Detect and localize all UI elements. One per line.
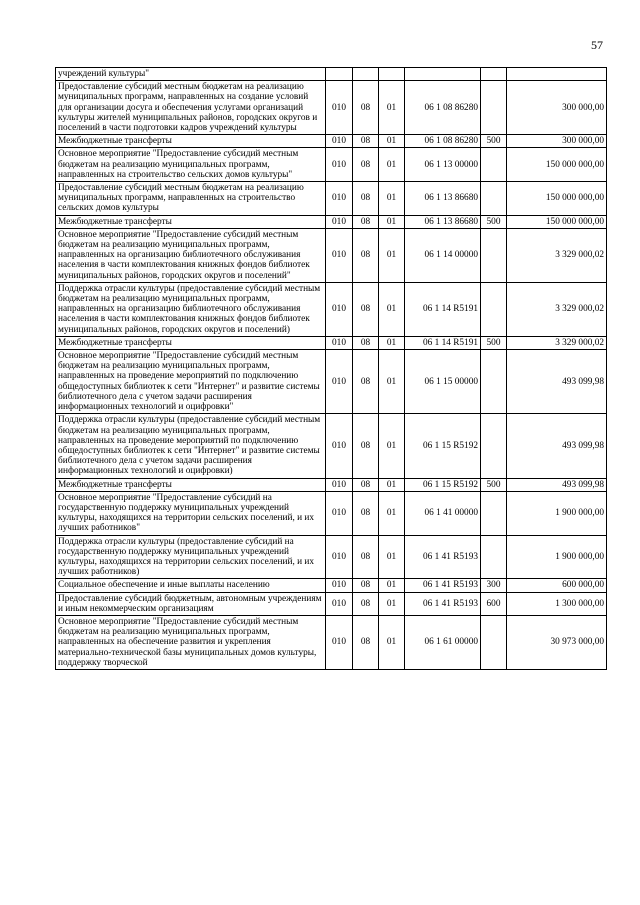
row-target-article-cell: 06 1 41 R5193 [405, 579, 481, 592]
row-sum-cell: 493 099,98 [507, 414, 607, 478]
table-row [56, 592, 607, 615]
row-sum-cell: 493 099,98 [507, 350, 607, 414]
row-subsection-cell: 01 [379, 478, 405, 491]
table-row [56, 414, 607, 478]
row-sum-cell: 1 300 000,00 [507, 592, 607, 615]
page-number: 57 [591, 38, 603, 52]
row-sum-cell [507, 68, 607, 81]
row-sum-cell: 600 000,00 [507, 579, 607, 592]
row-sum-cell: 150 000 000,00 [507, 182, 607, 216]
row-code-cell: 010 [326, 535, 353, 579]
row-code-cell: 010 [326, 81, 353, 135]
table-row [56, 228, 607, 282]
row-name-cell: Поддержка отрасли культуры (предоставление субсидий на государственную поддержку муниципальных учреждений культуры, находящихся на территории сельских поселений, и их лучших работников) [56, 535, 326, 579]
row-section-cell: 08 [353, 336, 379, 349]
row-sum-cell: 3 329 000,02 [507, 228, 607, 282]
row-section-cell: 08 [353, 491, 379, 535]
row-section-cell: 08 [353, 414, 379, 478]
row-code-cell: 010 [326, 215, 353, 228]
row-target-article-cell: 06 1 13 86680 [405, 215, 481, 228]
row-subsection-cell [379, 68, 405, 81]
row-subsection-cell: 01 [379, 135, 405, 148]
row-sum-cell: 300 000,00 [507, 135, 607, 148]
row-section-cell: 08 [353, 592, 379, 615]
row-section-cell: 08 [353, 579, 379, 592]
row-code-cell: 010 [326, 350, 353, 414]
table-row [56, 491, 607, 535]
row-name-cell: Поддержка отрасли культуры (предоставление субсидий местным бюджетам на реализацию муниципальных программ, направленных на проведение мероприятий по подключению общедоступных библиотек к сети "Интернет" и развитие системы библиотечного дела с учетом задачи расширения информационных технологий и оцифровки) [56, 414, 326, 478]
row-subsection-cell: 01 [379, 615, 405, 669]
row-target-article-cell: 06 1 14 00000 [405, 228, 481, 282]
table-row [56, 68, 607, 81]
row-section-cell: 08 [353, 135, 379, 148]
row-code-cell: 010 [326, 491, 353, 535]
budget-table [55, 67, 607, 670]
row-subsection-cell: 01 [379, 228, 405, 282]
table-row [56, 615, 607, 669]
row-expense-type-cell: 500 [481, 135, 507, 148]
row-section-cell: 08 [353, 215, 379, 228]
row-expense-type-cell [481, 148, 507, 182]
row-subsection-cell: 01 [379, 535, 405, 579]
row-target-article-cell: 06 1 15 R5192 [405, 478, 481, 491]
row-target-article-cell: 06 1 14 R5191 [405, 282, 481, 336]
row-expense-type-cell [481, 68, 507, 81]
row-expense-type-cell: 300 [481, 579, 507, 592]
row-sum-cell: 1 900 000,00 [507, 491, 607, 535]
row-sum-cell: 150 000 000,00 [507, 215, 607, 228]
row-code-cell: 010 [326, 414, 353, 478]
row-target-article-cell: 06 1 13 00000 [405, 148, 481, 182]
row-subsection-cell: 01 [379, 592, 405, 615]
row-name-cell: Межбюджетные трансферты [56, 215, 326, 228]
row-target-article-cell: 06 1 15 00000 [405, 350, 481, 414]
row-subsection-cell: 01 [379, 81, 405, 135]
row-expense-type-cell: 500 [481, 215, 507, 228]
row-target-article-cell: 06 1 41 00000 [405, 491, 481, 535]
row-code-cell [326, 68, 353, 81]
table-row [56, 135, 607, 148]
row-target-article-cell: 06 1 13 86680 [405, 182, 481, 216]
row-expense-type-cell [481, 491, 507, 535]
row-expense-type-cell [481, 81, 507, 135]
row-section-cell: 08 [353, 148, 379, 182]
row-sum-cell: 150 000 000,00 [507, 148, 607, 182]
table-row [56, 336, 607, 349]
row-section-cell: 08 [353, 182, 379, 216]
table-row [56, 282, 607, 336]
row-section-cell: 08 [353, 478, 379, 491]
row-name-cell: Основное мероприятие "Предоставление субсидий местным бюджетам на реализацию муниципальных программ, направленных на организацию библиотечного обслуживания населения в части комплектования книжных фондов библиотек муниципальных районов, городских округов и поселений" [56, 228, 326, 282]
row-name-cell: Межбюджетные трансферты [56, 336, 326, 349]
row-expense-type-cell: 500 [481, 478, 507, 491]
row-expense-type-cell [481, 282, 507, 336]
row-name-cell: Социальное обеспечение и иные выплаты населению [56, 579, 326, 592]
row-sum-cell: 1 900 000,00 [507, 535, 607, 579]
row-target-article-cell: 06 1 41 R5193 [405, 592, 481, 615]
row-target-article-cell: 06 1 08 86280 [405, 81, 481, 135]
row-section-cell: 08 [353, 615, 379, 669]
row-subsection-cell: 01 [379, 215, 405, 228]
table-row [56, 350, 607, 414]
row-code-cell: 010 [326, 336, 353, 349]
row-subsection-cell: 01 [379, 579, 405, 592]
row-section-cell: 08 [353, 81, 379, 135]
row-code-cell: 010 [326, 592, 353, 615]
row-expense-type-cell: 500 [481, 336, 507, 349]
row-section-cell: 08 [353, 350, 379, 414]
row-subsection-cell: 01 [379, 491, 405, 535]
row-subsection-cell: 01 [379, 414, 405, 478]
row-section-cell: 08 [353, 535, 379, 579]
row-name-cell: Межбюджетные трансферты [56, 478, 326, 491]
row-section-cell: 08 [353, 228, 379, 282]
row-name-cell: Межбюджетные трансферты [56, 135, 326, 148]
row-name-cell: Основное мероприятие "Предоставление субсидий местным бюджетам на реализацию муниципальных программ, направленных на строительство сельских домов культуры" [56, 148, 326, 182]
table-row [56, 215, 607, 228]
budget-table-body [56, 68, 607, 670]
row-expense-type-cell [481, 535, 507, 579]
row-sum-cell: 300 000,00 [507, 81, 607, 135]
row-sum-cell: 3 329 000,02 [507, 282, 607, 336]
row-expense-type-cell: 600 [481, 592, 507, 615]
row-subsection-cell: 01 [379, 182, 405, 216]
row-name-cell: Поддержка отрасли культуры (предоставление субсидий местным бюджетам на реализацию муниципальных программ, направленных на организацию библиотечного обслуживания населения в части комплектования книжных фондов библиотек муниципальных районов, городских округов и поселений) [56, 282, 326, 336]
row-target-article-cell: 06 1 41 R5193 [405, 535, 481, 579]
row-code-cell: 010 [326, 148, 353, 182]
row-code-cell: 010 [326, 282, 353, 336]
row-subsection-cell: 01 [379, 336, 405, 349]
table-row [56, 579, 607, 592]
row-code-cell: 010 [326, 478, 353, 491]
row-expense-type-cell [481, 350, 507, 414]
row-target-article-cell: 06 1 61 00000 [405, 615, 481, 669]
table-row [56, 478, 607, 491]
row-target-article-cell [405, 68, 481, 81]
row-code-cell: 010 [326, 615, 353, 669]
row-name-cell: Основное мероприятие "Предоставление субсидий местным бюджетам на реализацию муниципальных программ, направленных на проведение мероприятий по подключению общедоступных библиотек к сети "Интернет" и развитие системы библиотечного дела с учетом задачи расширения информационных технологий и оцифровки" [56, 350, 326, 414]
row-section-cell: 08 [353, 282, 379, 336]
row-section-cell [353, 68, 379, 81]
row-name-cell: учреждений культуры" [56, 68, 326, 81]
row-name-cell: Предоставление субсидий местным бюджетам на реализацию муниципальных программ, направленных на строительство сельских домов культуры [56, 182, 326, 216]
row-target-article-cell: 06 1 15 R5192 [405, 414, 481, 478]
row-name-cell: Основное мероприятие "Предоставление субсидий на государственную поддержку муниципальных учреждений культуры, находящихся на территории сельских поселений, и их лучших работников" [56, 491, 326, 535]
row-subsection-cell: 01 [379, 282, 405, 336]
row-code-cell: 010 [326, 228, 353, 282]
row-code-cell: 010 [326, 135, 353, 148]
table-row [56, 81, 607, 135]
row-sum-cell: 3 329 000,02 [507, 336, 607, 349]
row-code-cell: 010 [326, 182, 353, 216]
row-code-cell: 010 [326, 579, 353, 592]
row-sum-cell: 493 099,98 [507, 478, 607, 491]
row-subsection-cell: 01 [379, 350, 405, 414]
row-expense-type-cell [481, 615, 507, 669]
row-target-article-cell: 06 1 08 86280 [405, 135, 481, 148]
table-row [56, 535, 607, 579]
row-name-cell: Предоставление субсидий бюджетным, автономным учреждениям и иным некоммерческим организациям [56, 592, 326, 615]
table-row [56, 148, 607, 182]
row-expense-type-cell [481, 414, 507, 478]
row-target-article-cell: 06 1 14 R5191 [405, 336, 481, 349]
row-name-cell: Предоставление субсидий местным бюджетам на реализацию муниципальных программ, направленных на создание условий для организации досуга и обеспечения услугами организаций культуры жителей муниципальных районов, городских округов и поселений в части подготовки кадров учреждений культуры [56, 81, 326, 135]
row-sum-cell: 30 973 000,00 [507, 615, 607, 669]
row-expense-type-cell [481, 182, 507, 216]
row-expense-type-cell [481, 228, 507, 282]
table-row [56, 182, 607, 216]
row-name-cell: Основное мероприятие "Предоставление субсидий местным бюджетам на реализацию муниципальных программ, направленных на обеспечение развития и укрепления материально-технической базы муниципальных домов культуры, поддержку творческой [56, 615, 326, 669]
row-subsection-cell: 01 [379, 148, 405, 182]
